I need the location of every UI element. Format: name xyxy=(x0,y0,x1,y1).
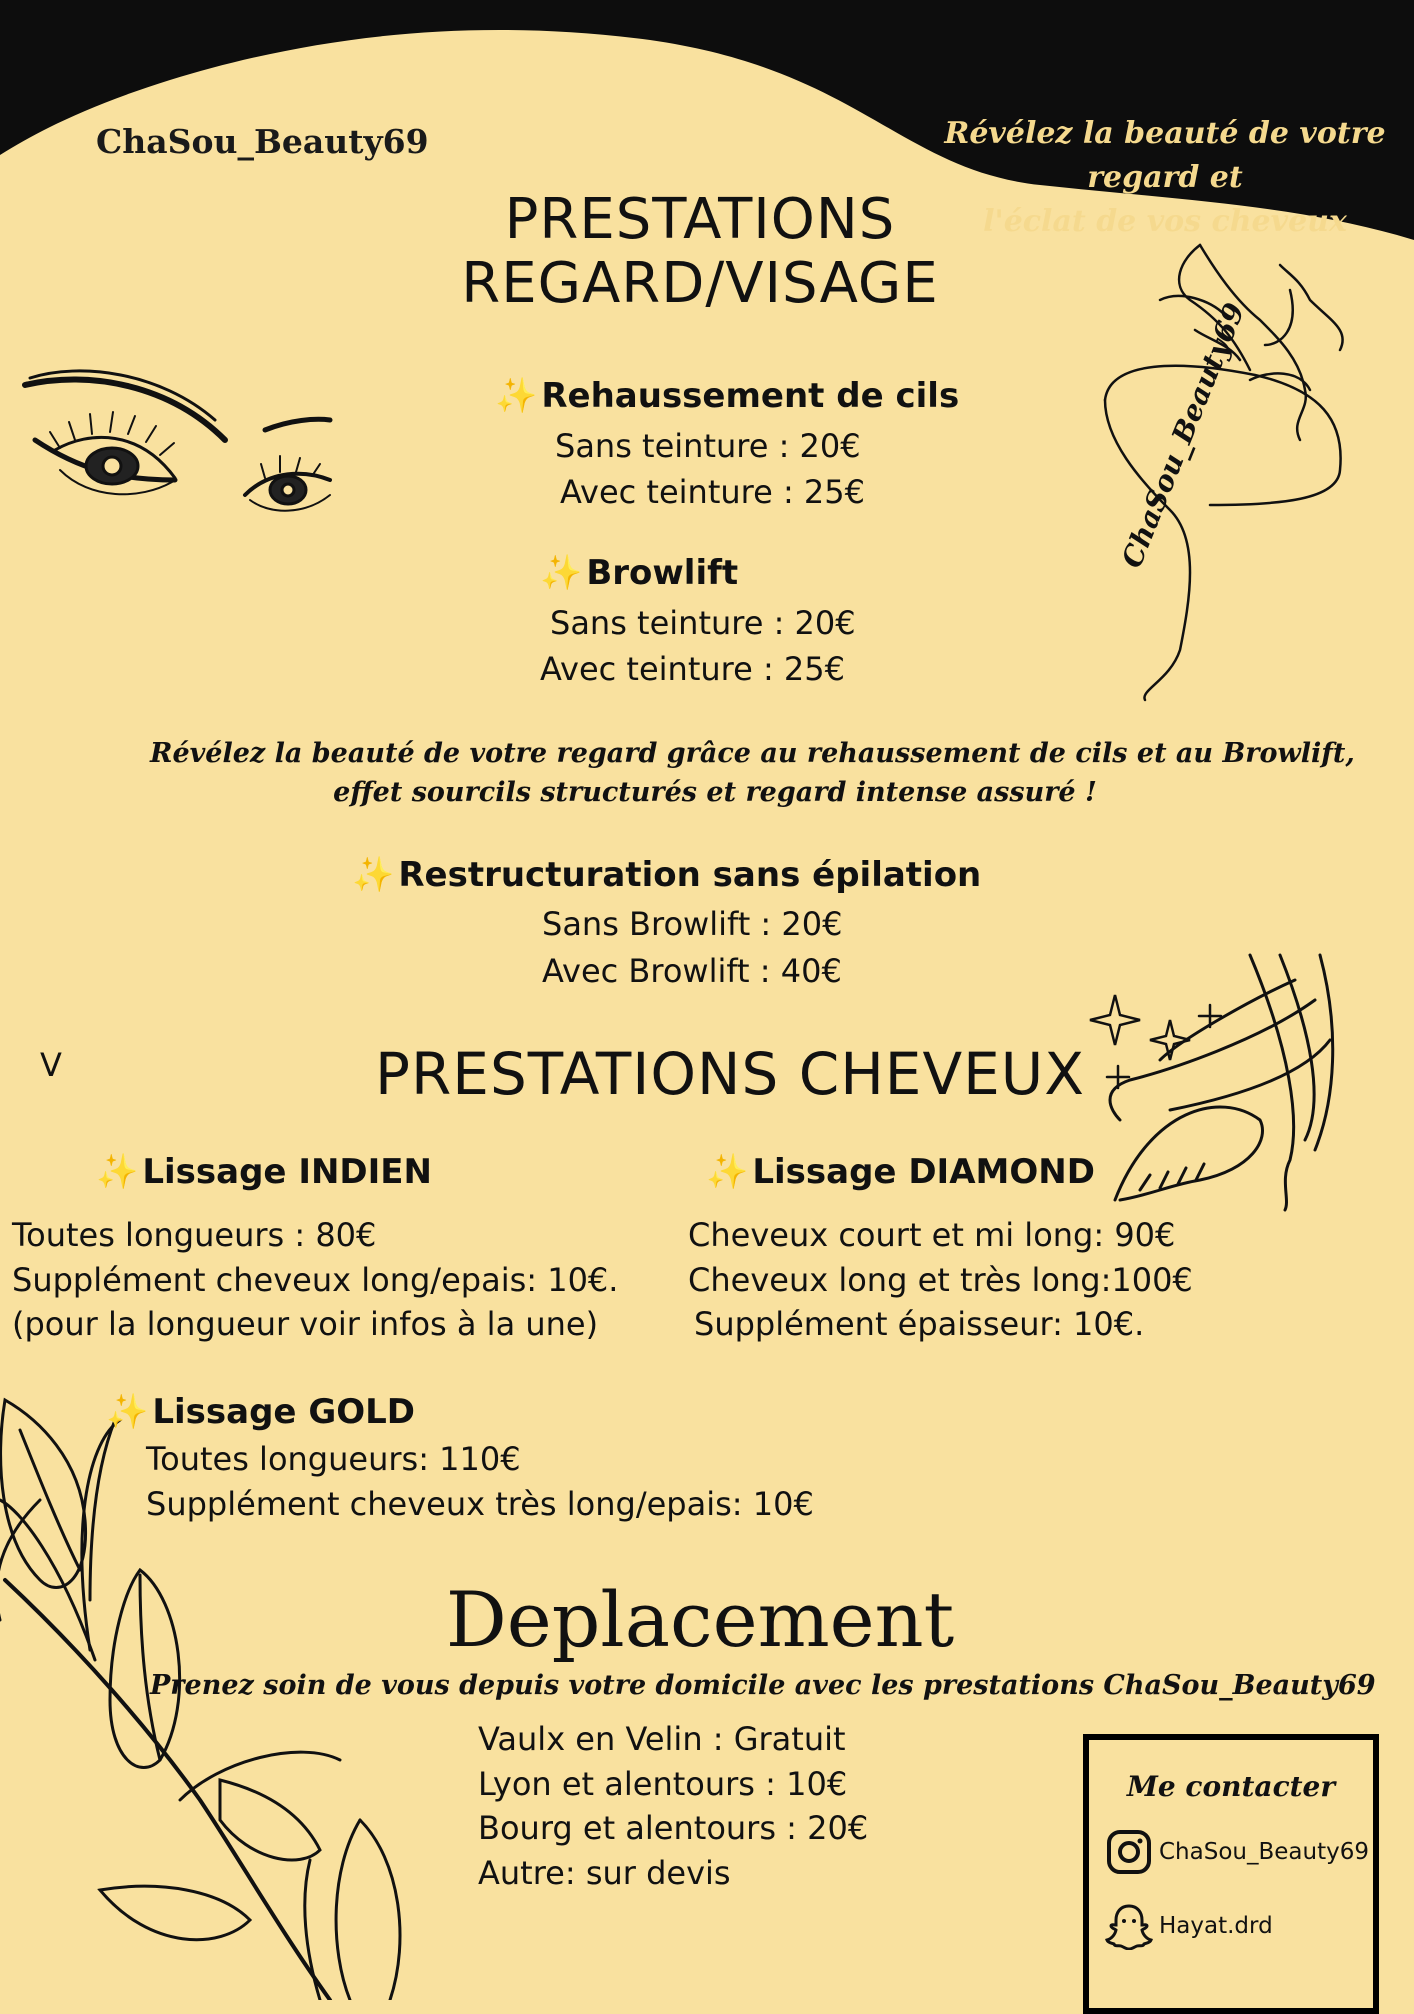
service-name: Lissage INDIEN xyxy=(142,1152,432,1192)
section-title-line: PRESTATIONS xyxy=(504,187,896,252)
service-lissage-indien xyxy=(96,1152,432,1192)
travel-fee-line: Vaulx en Velin : Gratuit xyxy=(478,1720,846,1758)
v-mark: V xyxy=(40,1046,62,1084)
brand-name: ChaSou_Beauty69 xyxy=(96,122,429,161)
detail-line: Supplément épaisseur: 10€. xyxy=(694,1305,1145,1343)
travel-fee-line: Autre: sur devis xyxy=(478,1854,731,1892)
price-line: Avec Browlift : 40€ xyxy=(542,952,842,990)
price-line: Avec teinture : 25€ xyxy=(560,473,865,511)
detail-line: Supplément cheveux très long/epais: 10€ xyxy=(146,1485,814,1523)
sparkle-icon: ✨ xyxy=(106,1392,149,1432)
service-rehaussement-cils xyxy=(495,376,959,416)
service-browlift xyxy=(540,553,738,593)
promo-text xyxy=(150,738,1355,808)
detail-line: Supplément cheveux long/epais: 10€. xyxy=(12,1261,619,1299)
sparkle-icon: ✨ xyxy=(96,1152,139,1192)
detail-line: Cheveux court et mi long: 90€ xyxy=(688,1216,1176,1254)
snapchat-contact[interactable] xyxy=(1105,1902,1273,1950)
service-name: Browlift xyxy=(586,553,739,593)
tagline-line: l'éclat de vos cheveux xyxy=(983,204,1347,239)
detail-line: Cheveux long et très long:100€ xyxy=(688,1261,1193,1299)
instagram-handle: ChaSou_Beauty69 xyxy=(1159,1839,1369,1865)
snapchat-handle: Hayat.drd xyxy=(1159,1913,1273,1939)
promo-line: effet sourcils structurés et regard intense assuré ! xyxy=(333,777,1097,808)
instagram-contact[interactable] xyxy=(1105,1828,1369,1876)
service-name: Restructuration sans épilation xyxy=(398,855,982,895)
price-line: Sans teinture : 20€ xyxy=(555,427,861,465)
service-lissage-gold xyxy=(106,1392,415,1432)
service-name: Lissage DIAMOND xyxy=(752,1152,1095,1192)
promo-line: Révélez la beauté de votre regard grâce au rehaussement de cils et au Browlift, xyxy=(150,738,1355,769)
detail-line: Toutes longueurs : 80€ xyxy=(12,1216,377,1254)
travel-fee-line: Bourg et alentours : 20€ xyxy=(478,1809,869,1847)
sparkle-icon: ✨ xyxy=(706,1152,749,1192)
detail-line: Toutes longueurs: 110€ xyxy=(146,1440,521,1478)
section-title-deplacement: Deplacement xyxy=(445,1575,955,1664)
section-title-regard xyxy=(440,188,960,316)
service-name: Lissage GOLD xyxy=(152,1392,416,1432)
contact-title: Me contacter xyxy=(1126,1770,1336,1803)
signature-text: ChaSou_Beauty69 xyxy=(1115,298,1252,573)
tagline xyxy=(905,112,1414,244)
price-line: Avec teinture : 25€ xyxy=(540,650,845,688)
snapchat-ghost-icon xyxy=(1105,1902,1153,1950)
service-restructuration xyxy=(352,855,981,895)
section-title-line: REGARD/VISAGE xyxy=(461,251,939,316)
instagram-icon xyxy=(1105,1828,1153,1876)
travel-fee-line: Lyon et alentours : 10€ xyxy=(478,1765,848,1803)
price-line: Sans Browlift : 20€ xyxy=(542,905,843,943)
price-line: Sans teinture : 20€ xyxy=(550,604,856,642)
sparkle-icon: ✨ xyxy=(540,553,583,593)
service-name: Rehaussement de cils xyxy=(541,376,960,416)
detail-line: (pour la longueur voir infos à la une) xyxy=(12,1305,599,1343)
tagline-line: Révélez la beauté de votre regard et xyxy=(944,116,1386,195)
contact-box xyxy=(1083,1734,1379,2014)
sparkle-icon: ✨ xyxy=(495,376,538,416)
eyes-illustration xyxy=(25,371,330,511)
deplacement-subtitle: Prenez soin de vous depuis votre domicile avec les prestations ChaSou_Beauty69 xyxy=(150,1670,1376,1701)
service-lissage-diamond xyxy=(706,1152,1095,1192)
sparkle-icon: ✨ xyxy=(352,855,395,895)
section-title-cheveux: PRESTATIONS CHEVEUX xyxy=(375,1040,1085,1108)
